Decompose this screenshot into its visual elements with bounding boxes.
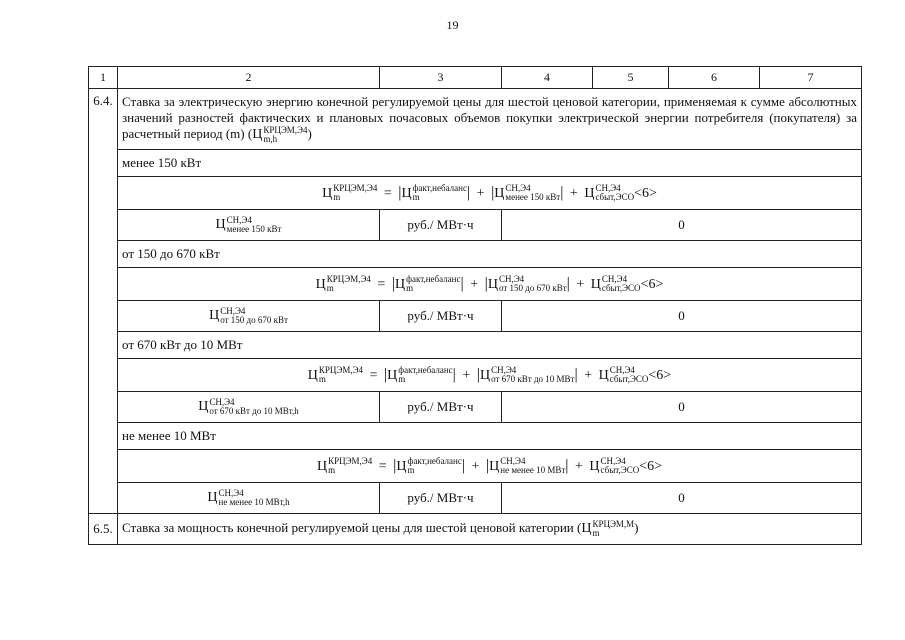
- formula-footnote: <6>: [640, 276, 664, 292]
- tariff-table: [88, 66, 862, 545]
- formula-t3-sub: сбыт,ЭСО: [595, 192, 635, 203]
- formula-equals: =: [378, 458, 387, 474]
- formula-lhs-sup: КРЦЭМ,Э4: [328, 456, 373, 467]
- formula-t1-supsub: [413, 184, 467, 202]
- formula-lhs-sub: m: [333, 192, 341, 203]
- group1-unit: руб./ МВт·ч: [380, 210, 502, 241]
- indicator-symbol: Ц: [207, 489, 218, 505]
- formula-t2-sup: СН,Э4: [500, 456, 526, 467]
- formula-t3-supsub: [610, 366, 649, 384]
- row-6-4-description: [118, 89, 862, 150]
- formula-symbol: Ц: [307, 367, 318, 383]
- formula-symbol: Ц: [316, 458, 328, 474]
- formula-symbol: Ц: [401, 185, 412, 201]
- row-6-5-sup: КРЦЭМ,М: [592, 519, 635, 529]
- row-6-4-text: Ставка за электрическую энергию конечной регулируемой цены для шестой ценовой категории, применяемая к сумме абсолютных значений разностей фактических и плановых почасовых объемов покупки электрической энергии потребителя (покупателя) за расчетный период (m) (: [122, 93, 857, 141]
- group3-unit: руб./ МВт·ч: [380, 392, 502, 423]
- indicator-sup: СН,Э4: [226, 215, 252, 225]
- formula-bar: |: [452, 365, 456, 383]
- formula-t1-sub: m: [398, 374, 406, 385]
- formula-bar: |: [565, 456, 569, 474]
- group4-formula: [118, 450, 862, 483]
- indicator-symbol: Ц: [198, 398, 209, 414]
- formula-lhs-sub: m: [328, 465, 336, 476]
- formula-lhs-supsub: [333, 184, 377, 202]
- formula-plus: +: [471, 458, 480, 474]
- formula-t1-supsub: [406, 275, 460, 293]
- row-6-4-close: ): [307, 125, 312, 141]
- formula-bar: |: [393, 456, 397, 474]
- group2-label-row: [89, 241, 862, 268]
- header-col-3: 3: [380, 67, 502, 89]
- group2-value-row: [89, 301, 862, 332]
- header-col-6: 6: [669, 67, 760, 89]
- formula-plus: +: [575, 458, 583, 474]
- formula-bar: |: [476, 365, 480, 383]
- formula-plus: +: [584, 367, 593, 383]
- formula-lhs-sup: КРЦЭМ,Э4: [333, 183, 378, 194]
- row-6-4-sub: m,h: [263, 134, 278, 144]
- formula-t1-sup: факт,небаланс: [412, 183, 467, 194]
- header-col-1: 1: [89, 67, 118, 89]
- formula-t2-sup: СН,Э4: [498, 274, 525, 285]
- row-number-6-5: 6.5.: [89, 514, 118, 545]
- formula-t2-supsub: [500, 457, 565, 475]
- formula-bar: |: [398, 183, 402, 201]
- group4-value-row: [89, 483, 862, 514]
- formula-plus: +: [462, 367, 471, 383]
- formula-lhs-sup: КРЦЭМ,Э4: [326, 274, 371, 285]
- formula-lhs-supsub: [328, 457, 372, 475]
- row-6-5-supsub: [592, 520, 634, 538]
- formula-symbol: Ц: [322, 185, 333, 201]
- group2-value: 0: [502, 301, 862, 332]
- formula-footnote: <6>: [639, 458, 663, 474]
- formula-symbol: Ц: [590, 276, 601, 292]
- indicator-sub: от 150 до 670 кВт: [220, 315, 288, 325]
- formula-t2-supsub: [491, 366, 574, 384]
- header-col-2: 2: [118, 67, 380, 89]
- page-number: 19: [446, 18, 459, 32]
- row-6-5-close: ): [634, 519, 639, 535]
- group3-label-row: [89, 332, 862, 359]
- formula-t2-sup: СН,Э4: [491, 365, 517, 376]
- formula-lhs-supsub: [327, 275, 371, 293]
- formula-t3-supsub: [595, 184, 634, 202]
- formula-t3-supsub: [601, 457, 640, 475]
- group2-label: от 150 до 670 кВт: [118, 241, 862, 268]
- formula-bar: |: [466, 183, 471, 201]
- formula-t1-sup: факт,небаланс: [406, 274, 461, 285]
- indicator-sup: СН,Э4: [220, 306, 246, 316]
- group4-label: не менее 10 МВт: [118, 423, 862, 450]
- header-row: [89, 67, 862, 89]
- formula-plus: +: [576, 276, 585, 292]
- formula-t2-supsub: [505, 184, 560, 202]
- formula-bar: |: [460, 274, 464, 292]
- formula-bar: |: [391, 274, 396, 292]
- formula-bar: |: [574, 365, 578, 383]
- formula-symbol: Ц: [598, 367, 609, 383]
- group2-formula-row: [89, 268, 862, 301]
- formula-t1-sup: факт,небаланс: [407, 456, 462, 467]
- formula-symbol: Ц: [489, 458, 500, 474]
- formula-lhs-sup: КРЦЭМ,Э4: [318, 365, 364, 376]
- group1-formula-row: [89, 177, 862, 210]
- formula-t3-sub: сбыт,ЭСО: [600, 465, 640, 476]
- formula-footnote: <6>: [634, 185, 657, 201]
- indicator-supsub: [209, 398, 298, 416]
- group4-label-row: [89, 423, 862, 450]
- group1-label: менее 150 кВт: [118, 150, 862, 177]
- group4-unit: руб./ МВт·ч: [380, 483, 502, 514]
- formula-t1-supsub: [398, 366, 452, 384]
- row-6-4-title: [89, 89, 862, 150]
- group4-indicator: [118, 483, 380, 514]
- indicator-sub: от 670 кВт до 10 МВт,h: [209, 406, 299, 416]
- formula-symbol: Ц: [395, 276, 406, 292]
- row-6-4-sup: КРЦЭМ,Э4: [263, 125, 308, 135]
- group3-formula: [118, 359, 862, 392]
- formula-t3-sub: сбыт,ЭСО: [609, 374, 649, 385]
- formula-symbol: Ц: [315, 276, 326, 292]
- group3-label: от 670 кВт до 10 МВт: [118, 332, 862, 359]
- formula-bar: |: [383, 365, 388, 383]
- row-number-6-4: 6.4.: [89, 89, 118, 514]
- formula-plus: +: [569, 185, 578, 201]
- formula-t2-sub: от 150 до 670 кВт: [498, 283, 567, 294]
- group1-formula: [118, 177, 862, 210]
- group1-label-row: [89, 150, 862, 177]
- formula-plus: +: [476, 185, 485, 201]
- header-col-4: 4: [502, 67, 593, 89]
- formula-symbol: Ц: [584, 185, 595, 201]
- formula-symbol: Ц: [396, 458, 407, 474]
- formula-t1-sup: факт,небаланс: [398, 365, 453, 376]
- group4-formula-row: [89, 450, 862, 483]
- group3-value-row: [89, 392, 862, 423]
- formula-lhs-supsub: [319, 366, 363, 384]
- formula-plus: +: [470, 276, 479, 292]
- group3-indicator: [118, 392, 380, 423]
- indicator-supsub: [220, 307, 288, 325]
- group2-indicator: [118, 301, 380, 332]
- formula-lhs-sub: m: [318, 374, 326, 385]
- formula-equals: =: [369, 367, 378, 383]
- group2-unit: руб./ МВт·ч: [380, 301, 502, 332]
- indicator-symbol: Ц: [215, 216, 226, 232]
- group1-value: 0: [502, 210, 862, 241]
- row-6-5: [89, 514, 862, 545]
- formula-symbol: Ц: [589, 458, 600, 474]
- formula-equals: =: [377, 276, 386, 292]
- formula-t1-sub: m: [407, 465, 415, 476]
- formula-t3-sup: СН,Э4: [601, 274, 628, 285]
- formula-t1-sub: m: [412, 192, 420, 203]
- indicator-sub: не менее 10 МВт,h: [218, 497, 290, 507]
- formula-t2-sup: СН,Э4: [505, 183, 531, 194]
- row-6-5-description: [118, 514, 862, 545]
- indicator-supsub: [219, 489, 290, 507]
- group1-indicator: [118, 210, 380, 241]
- row-6-5-symbol: Ц: [581, 520, 592, 536]
- formula-t1-sub: m: [406, 283, 414, 294]
- formula-bar: |: [566, 274, 570, 292]
- formula-equals: =: [383, 185, 392, 201]
- formula-t1-supsub: [408, 457, 462, 475]
- group3-formula-row: [89, 359, 862, 392]
- row-6-4-symbol: Ц: [252, 126, 263, 142]
- indicator-sup: СН,Э4: [218, 488, 244, 498]
- formula-t3-sup: СН,Э4: [600, 456, 626, 467]
- row-6-5-text: Ставка за мощность конечной регулируемой цены для шестой ценовой категории (: [122, 519, 582, 535]
- indicator-sup: СН,Э4: [209, 397, 235, 407]
- indicator-symbol: Ц: [209, 307, 220, 323]
- formula-bar: |: [485, 456, 490, 474]
- formula-symbol: Ц: [487, 276, 498, 292]
- formula-symbol: Ц: [494, 185, 505, 201]
- formula-t3-sup: СН,Э4: [595, 183, 621, 194]
- group4-value: 0: [502, 483, 862, 514]
- formula-bar: |: [560, 183, 564, 201]
- formula-t2-sub: от 670 кВт до 10 МВт: [491, 374, 575, 385]
- formula-t3-supsub: [602, 275, 641, 293]
- group3-value: 0: [502, 392, 862, 423]
- group1-value-row: [89, 210, 862, 241]
- header-col-5: 5: [593, 67, 669, 89]
- row-6-4-supsub: [263, 126, 307, 144]
- formula-t2-supsub: [499, 275, 567, 293]
- group2-formula: [118, 268, 862, 301]
- formula-bar: |: [461, 456, 466, 474]
- indicator-sub: менее 150 кВт: [226, 224, 282, 234]
- indicator-supsub: [227, 216, 282, 234]
- formula-t2-sub: менее 150 кВт: [505, 192, 561, 203]
- header-col-7: 7: [760, 67, 862, 89]
- formula-footnote: <6>: [648, 367, 672, 383]
- formula-symbol: Ц: [479, 367, 491, 383]
- formula-t3-sup: СН,Э4: [609, 365, 635, 376]
- formula-bar: |: [491, 183, 495, 201]
- formula-bar: |: [484, 274, 488, 292]
- formula-lhs-sub: m: [326, 283, 334, 294]
- formula-t2-sub: не менее 10 МВт: [500, 465, 566, 476]
- row-6-5-sub: m: [592, 528, 600, 538]
- formula-symbol: Ц: [387, 367, 398, 383]
- formula-t3-sub: сбыт,ЭСО: [601, 283, 641, 294]
